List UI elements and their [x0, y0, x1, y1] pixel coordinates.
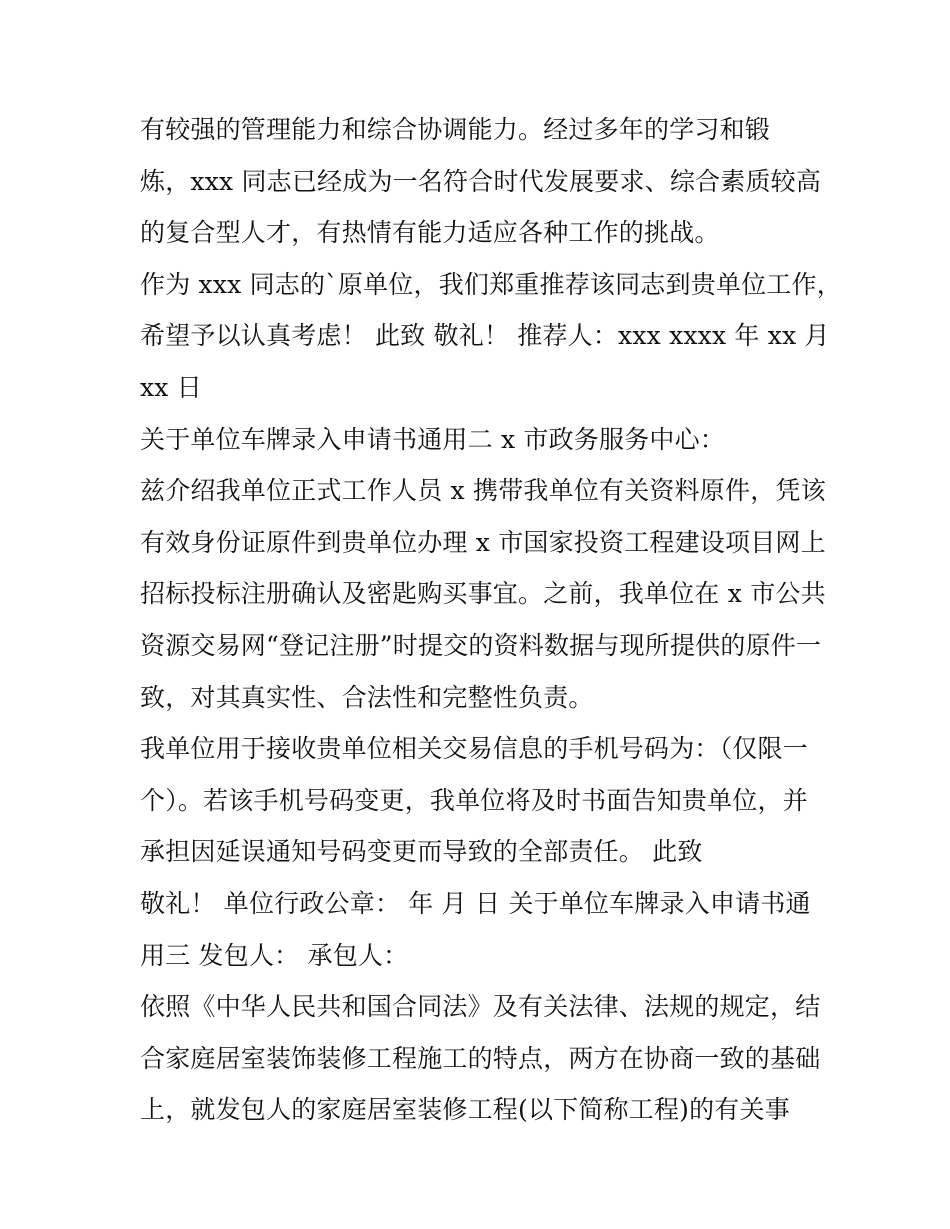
text-line: 兹介绍我单位正式工作人员 x 携带我单位有关资料原件，凭该	[140, 476, 826, 506]
text-line: 我单位用于接收贵单位相关交易信息的手机号码为：（仅限一	[140, 734, 808, 764]
text-line: 个）。若该手机号码变更，我单位将及时书面告知贵单位，并	[140, 785, 808, 815]
text-line: 的复合型人才，有热情有能力适应各种工作的挑战。	[140, 218, 720, 248]
text-line: 用三 发包人： 承包人：	[140, 940, 409, 970]
text-line: 承担因延误通知号码变更而导致的全部责任。 此致	[140, 837, 703, 867]
text-line: 资源交易网“登记注册”时提交的资料数据与现所提供的原件一	[140, 630, 822, 660]
text-line: 炼，xxx 同志已经成为一名符合时代发展要求、综合素质较高	[140, 166, 822, 196]
text-line: 希望予以认真考虑！ 此致 敬礼！ 推荐人：xxx xxxx 年 xx 月	[140, 321, 830, 351]
text-line: 关于单位车牌录入申请书通用二 x 市政务服务中心：	[140, 424, 725, 454]
text-line: 招标投标注册确认及密匙购买事宜。之前，我单位在 x 市公共	[140, 579, 826, 609]
text-line: 有效身份证原件到贵单位办理 x 市国家投资工程建设项目网上	[140, 527, 826, 557]
text-line: 致，对其真实性、合法性和完整性负责。	[140, 682, 594, 712]
text-line: 上，就发包人的家庭居室装修工程(以下简称工程)的有关事	[140, 1095, 790, 1125]
text-line: xx 日	[140, 372, 202, 402]
text-line: 有较强的管理能力和综合协调能力。经过多年的学习和锻	[140, 115, 771, 144]
text-line: 依照《中华人民共和国合同法》及有关法律、法规的规定，结	[140, 992, 821, 1022]
text-line: 敬礼！ 单位行政公章： 年 月 日 关于单位车牌录入申请书通	[140, 888, 811, 918]
text-line: 作为 xxx 同志的`原单位，我们郑重推荐该同志到贵单位工作，	[140, 269, 842, 299]
document-body	[140, 104, 842, 1136]
text-line: 合家庭居室装饰装修工程施工的特点，两方在协商一致的基础	[140, 1043, 821, 1073]
